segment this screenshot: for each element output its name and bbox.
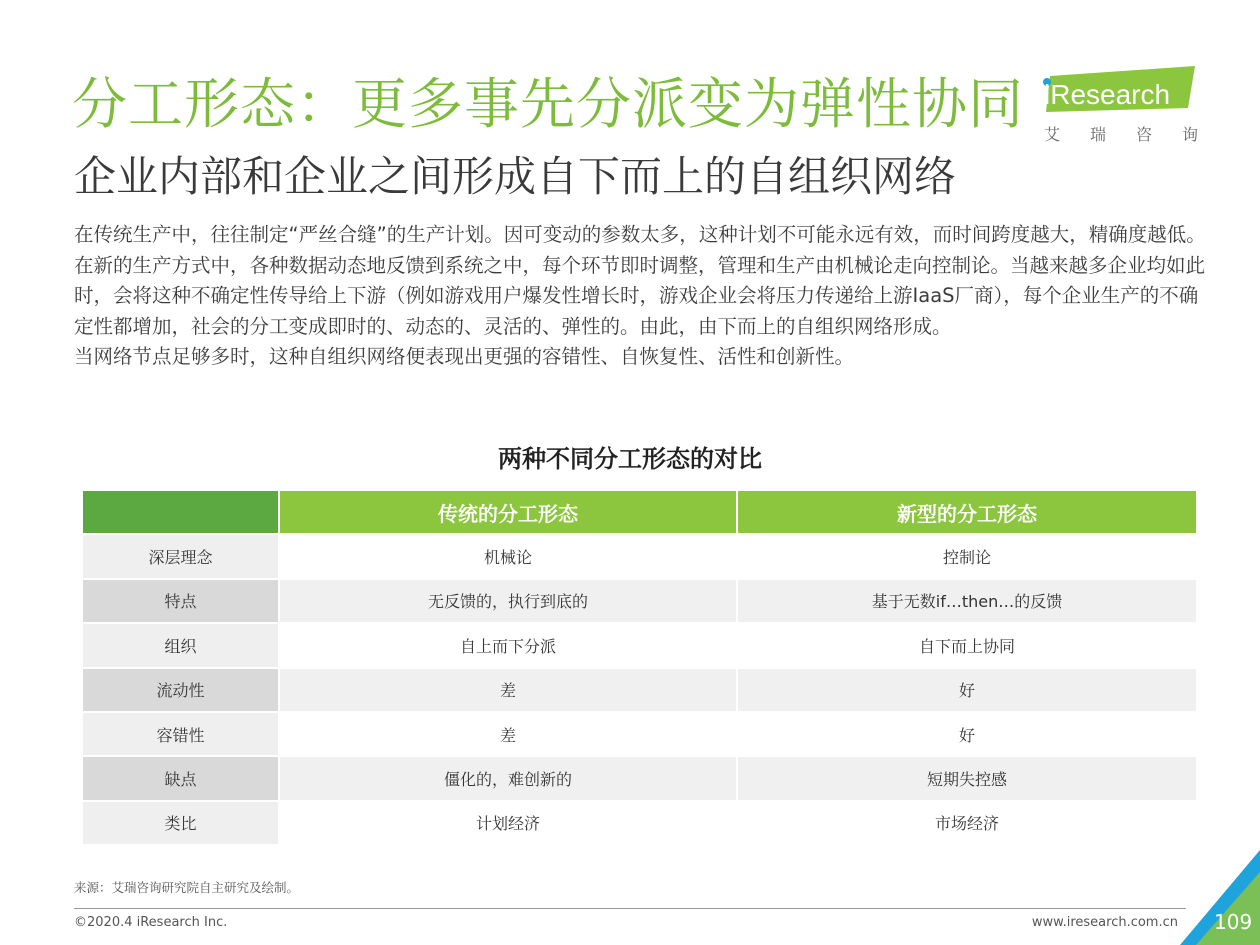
table-header-new: 新型的分工形态 [738, 491, 1196, 533]
cell-traditional: 自上而下分派 [280, 624, 736, 666]
website-link[interactable]: www.iresearch.com.cn [1031, 915, 1178, 930]
body-paragraph: 在传统生产中，往往制定“严丝合缝”的生产计划。因可变动的参数太多，这种计划不可能永远有效，而时间跨度越大，精确度越低。在新的生产方式中，各种数据动态地反馈到系统之中，每个环节即时调整，管理和生产由机械论走向控制论。当越来越多企业均如此时，会将这种不确定性传导给上下游（例如游戏用户爆发性增长时，游戏企业会将压力传递给上游IaaS厂商），每个企业生产的不确定性都增加，社会的分工变成即时的、动态的、灵活的、弹性的。由此，由下而上的自组织网络形成。 [74, 223, 1206, 338]
table-title: 两种不同分工形态的对比 [498, 445, 762, 473]
row-label: 组织 [83, 624, 278, 666]
logo-chinese-text [1044, 122, 1200, 145]
body-paragraph: 当网络节点足够多时，这种自组织网络便表现出更强的容错性、自恢复性、活性和创新性。 [74, 345, 855, 368]
body-text [74, 220, 1214, 373]
cell-new: 短期失控感 [738, 757, 1196, 799]
cell-new: 基于无数if…then…的反馈 [738, 580, 1196, 622]
cell-new: 控制论 [738, 535, 1196, 577]
table-header-corner [83, 491, 278, 533]
row-label: 特点 [83, 580, 278, 622]
cell-new: 市场经济 [738, 802, 1196, 844]
table-header-traditional: 传统的分工形态 [280, 491, 736, 533]
cell-new: 好 [738, 713, 1196, 755]
cell-new: 自下而上协同 [738, 624, 1196, 666]
footer-divider [74, 908, 1186, 909]
row-label: 深层理念 [83, 535, 278, 577]
source-note: 来源：艾瑞咨询研究院自主研究及绘制。 [74, 880, 300, 895]
logo-char: 瑞 [1089, 125, 1108, 144]
logo-char: 咨 [1135, 125, 1154, 144]
row-label: 缺点 [83, 757, 278, 799]
page-subtitle: 企业内部和企业之间形成自下而上的自组织网络 [74, 152, 957, 201]
comparison-table [83, 491, 1196, 844]
logo-char: 艾 [1044, 125, 1063, 144]
cell-traditional: 无反馈的，执行到底的 [280, 580, 736, 622]
copyright-text: ©2020.4 iResearch Inc. [74, 915, 228, 930]
cell-traditional: 僵化的，难创新的 [280, 757, 736, 799]
cell-new: 好 [738, 669, 1196, 711]
row-label: 流动性 [83, 669, 278, 711]
cell-traditional: 机械论 [280, 535, 736, 577]
cell-traditional: 差 [280, 713, 736, 755]
row-label: 容错性 [83, 713, 278, 755]
page-number: 109 [1214, 910, 1253, 934]
logo-char: 询 [1181, 125, 1200, 144]
cell-traditional: 计划经济 [280, 802, 736, 844]
cell-traditional: 差 [280, 669, 736, 711]
page-title: 分工形态：更多事先分派变为弹性协同 [72, 72, 1025, 136]
svg-text:iResearch: iResearch [1044, 79, 1171, 110]
row-label: 类比 [83, 802, 278, 844]
